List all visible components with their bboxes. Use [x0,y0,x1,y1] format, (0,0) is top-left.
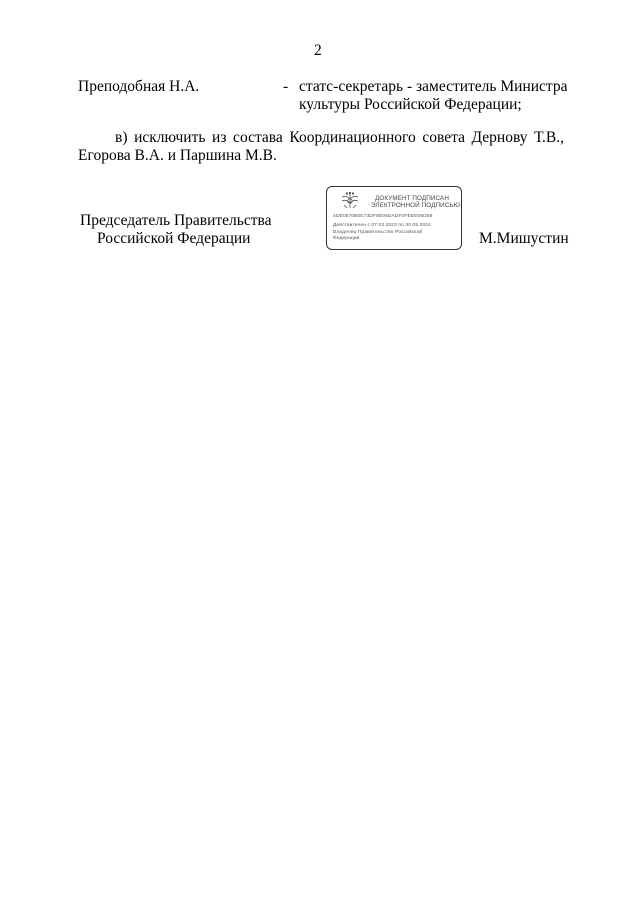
clause-line2: Егорова В.А. и Паршина М.В. [78,147,277,164]
signatory-title-line2: Российской Федерации [97,230,251,247]
stamp-title-line1: ДОКУМЕНТ ПОДПИСАН [375,195,449,202]
member-position-line1: статс-секретарь - заместитель Министра [299,78,568,95]
signatory-title-line1: Председатель Правительства [80,212,272,229]
signatory-name: М.Мишустин [479,230,569,247]
stamp-title-line2: ЭЛЕКТРОННОЙ ПОДПИСЬЮ [371,202,461,209]
member-dash: - [283,78,289,95]
member-name: Преподобная Н.А. [78,78,200,95]
member-position-line2: культуры Российской Федерации; [299,96,522,113]
stamp-validity: Действителен с 07.03.2023 по 30.05.2024 [333,223,431,228]
electronic-signature-stamp [326,186,462,250]
stamp-owner-line2: Федерации [333,236,360,241]
stamp-owner-line1: Владелец Правительство Российской [333,230,423,235]
coat-of-arms-icon [339,192,361,210]
stamp-cert-number: 4DE0570B0E73DF8E05DADF0FEEE05D58 [333,214,433,219]
clause-line1: в) исключить из состава Координационного совета Дернову Т.В., [115,129,564,146]
page-number: 2 [314,42,322,59]
